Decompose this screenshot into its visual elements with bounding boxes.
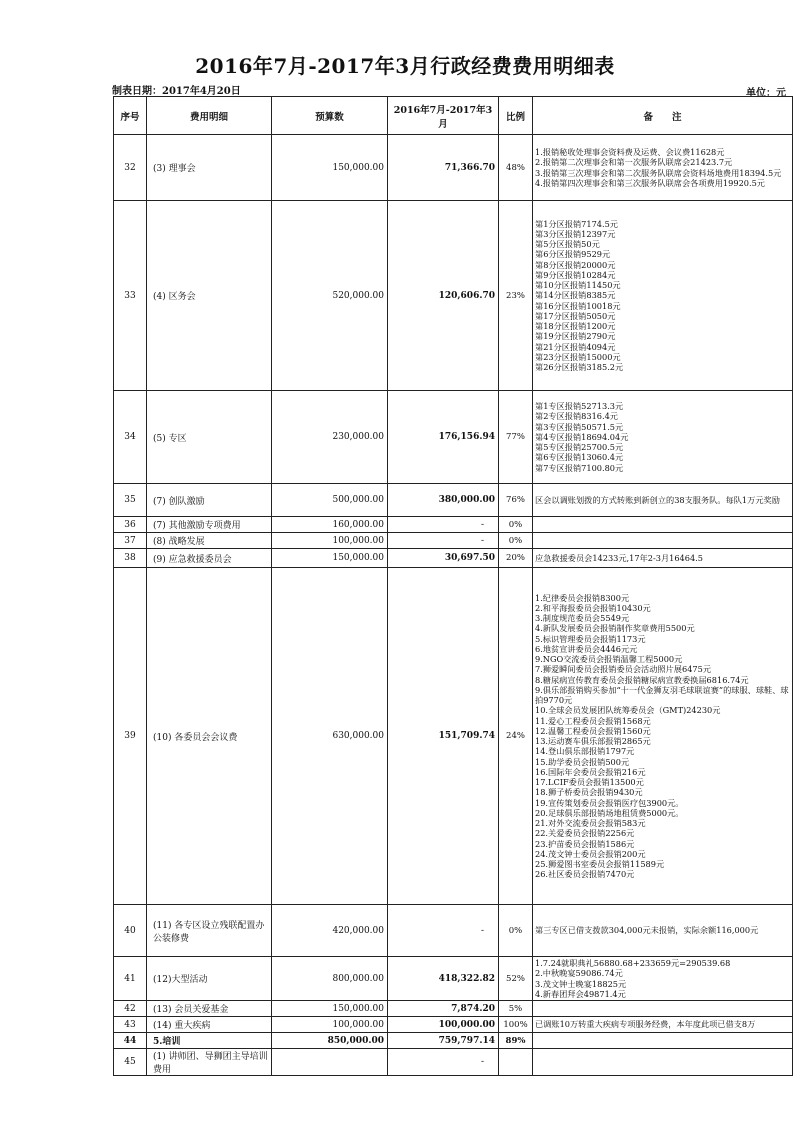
row-budget: 160,000.00 bbox=[272, 517, 388, 533]
row-note bbox=[533, 391, 793, 484]
row-ratio: 52% bbox=[499, 957, 533, 1001]
row-item: 5.培训 bbox=[147, 1033, 272, 1049]
note-line: 第5分区报销50元 bbox=[535, 239, 600, 250]
row-item: (9) 应急救援委员会 bbox=[147, 549, 272, 568]
note-line: 第1分区报销7174.5元 bbox=[535, 218, 618, 229]
note-line: 第3分区报销12397元 bbox=[535, 228, 616, 239]
row-ratio: 24% bbox=[499, 568, 533, 905]
date-label: 制表日期：2017年4月20日 bbox=[112, 86, 241, 97]
row-budget: 420,000.00 bbox=[272, 905, 388, 957]
note-line: 22.关爱委员会报销2256元 bbox=[535, 828, 635, 839]
row-item: (13) 会员关爱基金 bbox=[147, 1001, 272, 1017]
table-row bbox=[114, 1017, 793, 1033]
note-line: 19.宣传策划委员会报销医疗包3900元。 bbox=[535, 797, 684, 808]
note-line: 1.纪律委员会报销8300元 bbox=[535, 592, 630, 603]
row-actual: 120,606.70 bbox=[388, 201, 499, 391]
note-line: 18.狮子桥委员会报销9430元 bbox=[535, 787, 643, 798]
row-ratio: 0% bbox=[499, 517, 533, 533]
header-period: 2016年7月-2017年3月 bbox=[388, 97, 499, 135]
row-actual: 30,697.50 bbox=[388, 549, 499, 568]
row-actual: - bbox=[388, 517, 499, 533]
note-line: 26.社区委员会报销7470元 bbox=[535, 869, 635, 880]
row-note bbox=[533, 957, 793, 1001]
row-note bbox=[533, 484, 793, 517]
row-ratio: 77% bbox=[499, 391, 533, 484]
table-row bbox=[114, 1001, 793, 1017]
row-ratio: 0% bbox=[499, 533, 533, 549]
header-budget: 预算数 bbox=[272, 97, 388, 135]
note-line: 12.温馨工程委员会报销1560元 bbox=[535, 725, 651, 736]
note-line: 第18分区报销1200元 bbox=[535, 321, 616, 332]
row-item: (1) 讲师团、导狮团主导培训费用 bbox=[147, 1049, 272, 1076]
note-line: 第10分区报销11450元 bbox=[535, 280, 621, 291]
note-line: 4.报销第四次理事会和第三次服务队联席会各项费用19920.5元 bbox=[535, 177, 765, 188]
note-line: 2.和平海报委员会报销10430元 bbox=[535, 602, 651, 613]
note-line: 第1专区报销52713.3元 bbox=[535, 401, 624, 412]
note-line: 9.俱乐部报销购买参加“十一代金狮友羽毛球联谊赛”的球服、球鞋、球拍9770元 bbox=[535, 684, 789, 705]
note-line: 第19分区报销2790元 bbox=[535, 331, 616, 342]
note-line: 4.新春团拜会49871.4元 bbox=[535, 988, 626, 999]
note-line: 14.登山俱乐部报销1797元 bbox=[535, 746, 635, 757]
row-seq: 43 bbox=[114, 1017, 147, 1033]
row-actual: 151,709.74 bbox=[388, 568, 499, 905]
row-item: (14) 重大疾病 bbox=[147, 1017, 272, 1033]
note-line: 第26分区报销3185.2元 bbox=[535, 362, 624, 373]
row-budget: 800,000.00 bbox=[272, 957, 388, 1001]
note-line: 9.NGO交流委员会报销温馨工程5000元 bbox=[535, 654, 683, 664]
unit-label: 单位：元 bbox=[746, 88, 786, 99]
note-line: 16.国际年会委员会报销216元 bbox=[535, 766, 646, 777]
table-row bbox=[114, 201, 793, 391]
note-line: 17.LCIF委员会报销13500元 bbox=[535, 777, 644, 787]
row-ratio: 89% bbox=[499, 1033, 533, 1049]
row-actual: 418,322.82 bbox=[388, 957, 499, 1001]
note-line: 第21分区报销4094元 bbox=[535, 341, 616, 352]
table-row bbox=[114, 905, 793, 957]
note-line: 3.报销第三次理事会和第二次服务队联席会资料场地费用18394.5元 bbox=[535, 167, 782, 178]
row-budget: 100,000.00 bbox=[272, 1017, 388, 1033]
header-ratio: 比例 bbox=[499, 97, 533, 135]
row-note bbox=[533, 517, 793, 533]
row-actual: 759,797.14 bbox=[388, 1033, 499, 1049]
table-row bbox=[114, 484, 793, 517]
table-row bbox=[114, 1049, 793, 1076]
table-row bbox=[114, 1033, 793, 1049]
note-line: 21.对外交流委员会报销583元 bbox=[535, 818, 646, 828]
row-note bbox=[533, 1017, 793, 1033]
table-row bbox=[114, 391, 793, 484]
row-note bbox=[533, 201, 793, 391]
note-line: 7.狮爱瞬间委员会报销委员会活动照片展6475元 bbox=[535, 664, 712, 675]
note-line: 1.报销秘收处理事会资料费及运费、会议费11628元 bbox=[535, 147, 725, 157]
row-item: (3) 理事会 bbox=[147, 135, 272, 201]
table-row bbox=[114, 957, 793, 1001]
table-row bbox=[114, 135, 793, 201]
row-seq: 39 bbox=[114, 568, 147, 905]
row-ratio: 100% bbox=[499, 1017, 533, 1033]
row-seq: 41 bbox=[114, 957, 147, 1001]
row-actual: - bbox=[388, 533, 499, 549]
row-budget: 150,000.00 bbox=[272, 135, 388, 201]
row-budget: 630,000.00 bbox=[272, 568, 388, 905]
row-actual: 100,000.00 bbox=[388, 1017, 499, 1033]
row-ratio: 48% bbox=[499, 135, 533, 201]
row-item: (12)大型活动 bbox=[147, 957, 272, 1001]
row-item: (8) 战略发展 bbox=[147, 533, 272, 549]
note-line: 4.新队发展委员会报销制作奖章费用5500元 bbox=[535, 623, 695, 634]
note-line: 1.7.24就职典礼56880.68+233659元=290539.68 bbox=[535, 958, 731, 968]
row-item: (5) 专区 bbox=[147, 391, 272, 484]
note-line: 3.茂文钟士晚宴18825元 bbox=[535, 978, 627, 989]
note-line: 5.标识管理委员会报销1173元 bbox=[535, 633, 646, 644]
note-line: 2.报销第二次理事会和第一次服务队联席会21423.7元 bbox=[535, 157, 733, 168]
note-line: 第6分区报销9529元 bbox=[535, 249, 611, 260]
note-line: 第14分区报销8385元 bbox=[535, 290, 616, 301]
row-seq: 32 bbox=[114, 135, 147, 201]
row-seq: 42 bbox=[114, 1001, 147, 1017]
row-item: (11) 各专区设立残联配置办公装修费 bbox=[147, 905, 272, 957]
row-actual: 71,366.70 bbox=[388, 135, 499, 201]
row-budget bbox=[272, 1049, 388, 1076]
row-item: (4) 区务会 bbox=[147, 201, 272, 391]
row-budget: 150,000.00 bbox=[272, 549, 388, 568]
row-note bbox=[533, 1001, 793, 1017]
row-budget: 850,000.00 bbox=[272, 1033, 388, 1049]
note-line: 第16分区报销10018元 bbox=[535, 300, 621, 311]
row-item: (7) 其他激励专项费用 bbox=[147, 517, 272, 533]
row-seq: 37 bbox=[114, 533, 147, 549]
row-note bbox=[533, 549, 793, 568]
header-seq: 序号 bbox=[114, 97, 147, 135]
row-budget: 150,000.00 bbox=[272, 1001, 388, 1017]
note-line: 25.狮爱图书室委员会报销11589元 bbox=[535, 859, 665, 869]
row-budget: 500,000.00 bbox=[272, 484, 388, 517]
row-seq: 38 bbox=[114, 549, 147, 568]
note-line: 20.足球俱乐部报销场地租赁费5000元。 bbox=[535, 807, 684, 818]
row-budget: 520,000.00 bbox=[272, 201, 388, 391]
row-note bbox=[533, 135, 793, 201]
row-ratio: 0% bbox=[499, 905, 533, 957]
expense-table bbox=[113, 96, 793, 1076]
row-note bbox=[533, 1049, 793, 1076]
row-ratio bbox=[499, 1049, 533, 1076]
note-line: 6.地贫宣讲委员会4446元元 bbox=[535, 643, 638, 654]
row-ratio: 23% bbox=[499, 201, 533, 391]
note-line: 11.爱心工程委员会报销1568元 bbox=[535, 715, 651, 726]
table-header-row bbox=[114, 97, 793, 135]
note-line: 10.全球会员发展团队统筹委员会（GMT)24230元 bbox=[535, 705, 721, 716]
note-line: 第17分区报销5050元 bbox=[535, 310, 616, 321]
note-line: 第三专区已借支拨款304,000元未报销，实际余额116,000元 bbox=[535, 925, 759, 936]
note-line: 第23分区报销15000元 bbox=[535, 351, 621, 362]
note-line: 23.护苗委员会报销1586元 bbox=[535, 838, 635, 849]
table-row bbox=[114, 517, 793, 533]
row-item: (7) 创队激励 bbox=[147, 484, 272, 517]
note-line: 第8分区报销20000元 bbox=[535, 259, 616, 270]
header-note: 备 注 bbox=[533, 97, 793, 135]
row-seq: 40 bbox=[114, 905, 147, 957]
note-line: 第5专区报销25700.5元 bbox=[535, 442, 624, 453]
row-seq: 36 bbox=[114, 517, 147, 533]
row-note bbox=[533, 568, 793, 905]
row-note bbox=[533, 1033, 793, 1049]
note-line: 15.助学委员会报销500元 bbox=[535, 756, 630, 767]
note-line: 8.糖尿病宣传教育委员会报销糖尿病宣教委换届6816.74元 bbox=[535, 674, 749, 685]
note-line: 3.制度规范委员会5549元 bbox=[535, 613, 630, 623]
row-ratio: 76% bbox=[499, 484, 533, 517]
note-line: 应急救援委员会14233元,17年2-3月16464.5 bbox=[535, 552, 703, 563]
note-line: 13.运动赛车俱乐部报销2865元 bbox=[535, 736, 651, 746]
row-ratio: 20% bbox=[499, 549, 533, 568]
row-seq: 34 bbox=[114, 391, 147, 484]
row-item: (10) 各委员会会议费 bbox=[147, 568, 272, 905]
row-seq: 33 bbox=[114, 201, 147, 391]
row-budget: 230,000.00 bbox=[272, 391, 388, 484]
row-ratio: 5% bbox=[499, 1001, 533, 1017]
note-line: 第4专区报销18694.04元 bbox=[535, 431, 629, 442]
note-line: 24.茂文钟士委员会报销200元 bbox=[535, 848, 646, 859]
row-budget: 100,000.00 bbox=[272, 533, 388, 549]
row-actual: 7,874.20 bbox=[388, 1001, 499, 1017]
row-actual: 380,000.00 bbox=[388, 484, 499, 517]
note-line: 已调账10万转重大疾病专项服务经费，本年度此项已借支8万 bbox=[535, 1019, 756, 1030]
row-seq: 35 bbox=[114, 484, 147, 517]
table-row bbox=[114, 533, 793, 549]
note-line: 第6专区报销13060.4元 bbox=[535, 452, 624, 463]
note-line: 第7专区报销7100.80元 bbox=[535, 462, 624, 473]
table-row bbox=[114, 549, 793, 568]
row-note bbox=[533, 533, 793, 549]
row-actual: - bbox=[388, 905, 499, 957]
row-actual: - bbox=[388, 1049, 499, 1076]
note-line: 区会以调账划拨的方式转账到新创立的38支服务队。每队1万元奖励 bbox=[535, 494, 780, 505]
note-line: 第3专区报销50571.5元 bbox=[535, 421, 624, 432]
row-note bbox=[533, 905, 793, 957]
header-item: 费用明细 bbox=[147, 97, 272, 135]
table-row bbox=[114, 568, 793, 905]
note-line: 2.中秋晚宴59086.74元 bbox=[535, 968, 623, 979]
page-title: 2016年7月-2017年3月行政经费费用明细表 bbox=[195, 54, 615, 78]
row-seq: 45 bbox=[114, 1049, 147, 1076]
row-seq: 44 bbox=[114, 1033, 147, 1049]
row-actual: 176,156.94 bbox=[388, 391, 499, 484]
note-line: 第9分区报销10284元 bbox=[535, 269, 616, 280]
note-line: 第2专区报销8316.4元 bbox=[535, 411, 618, 422]
